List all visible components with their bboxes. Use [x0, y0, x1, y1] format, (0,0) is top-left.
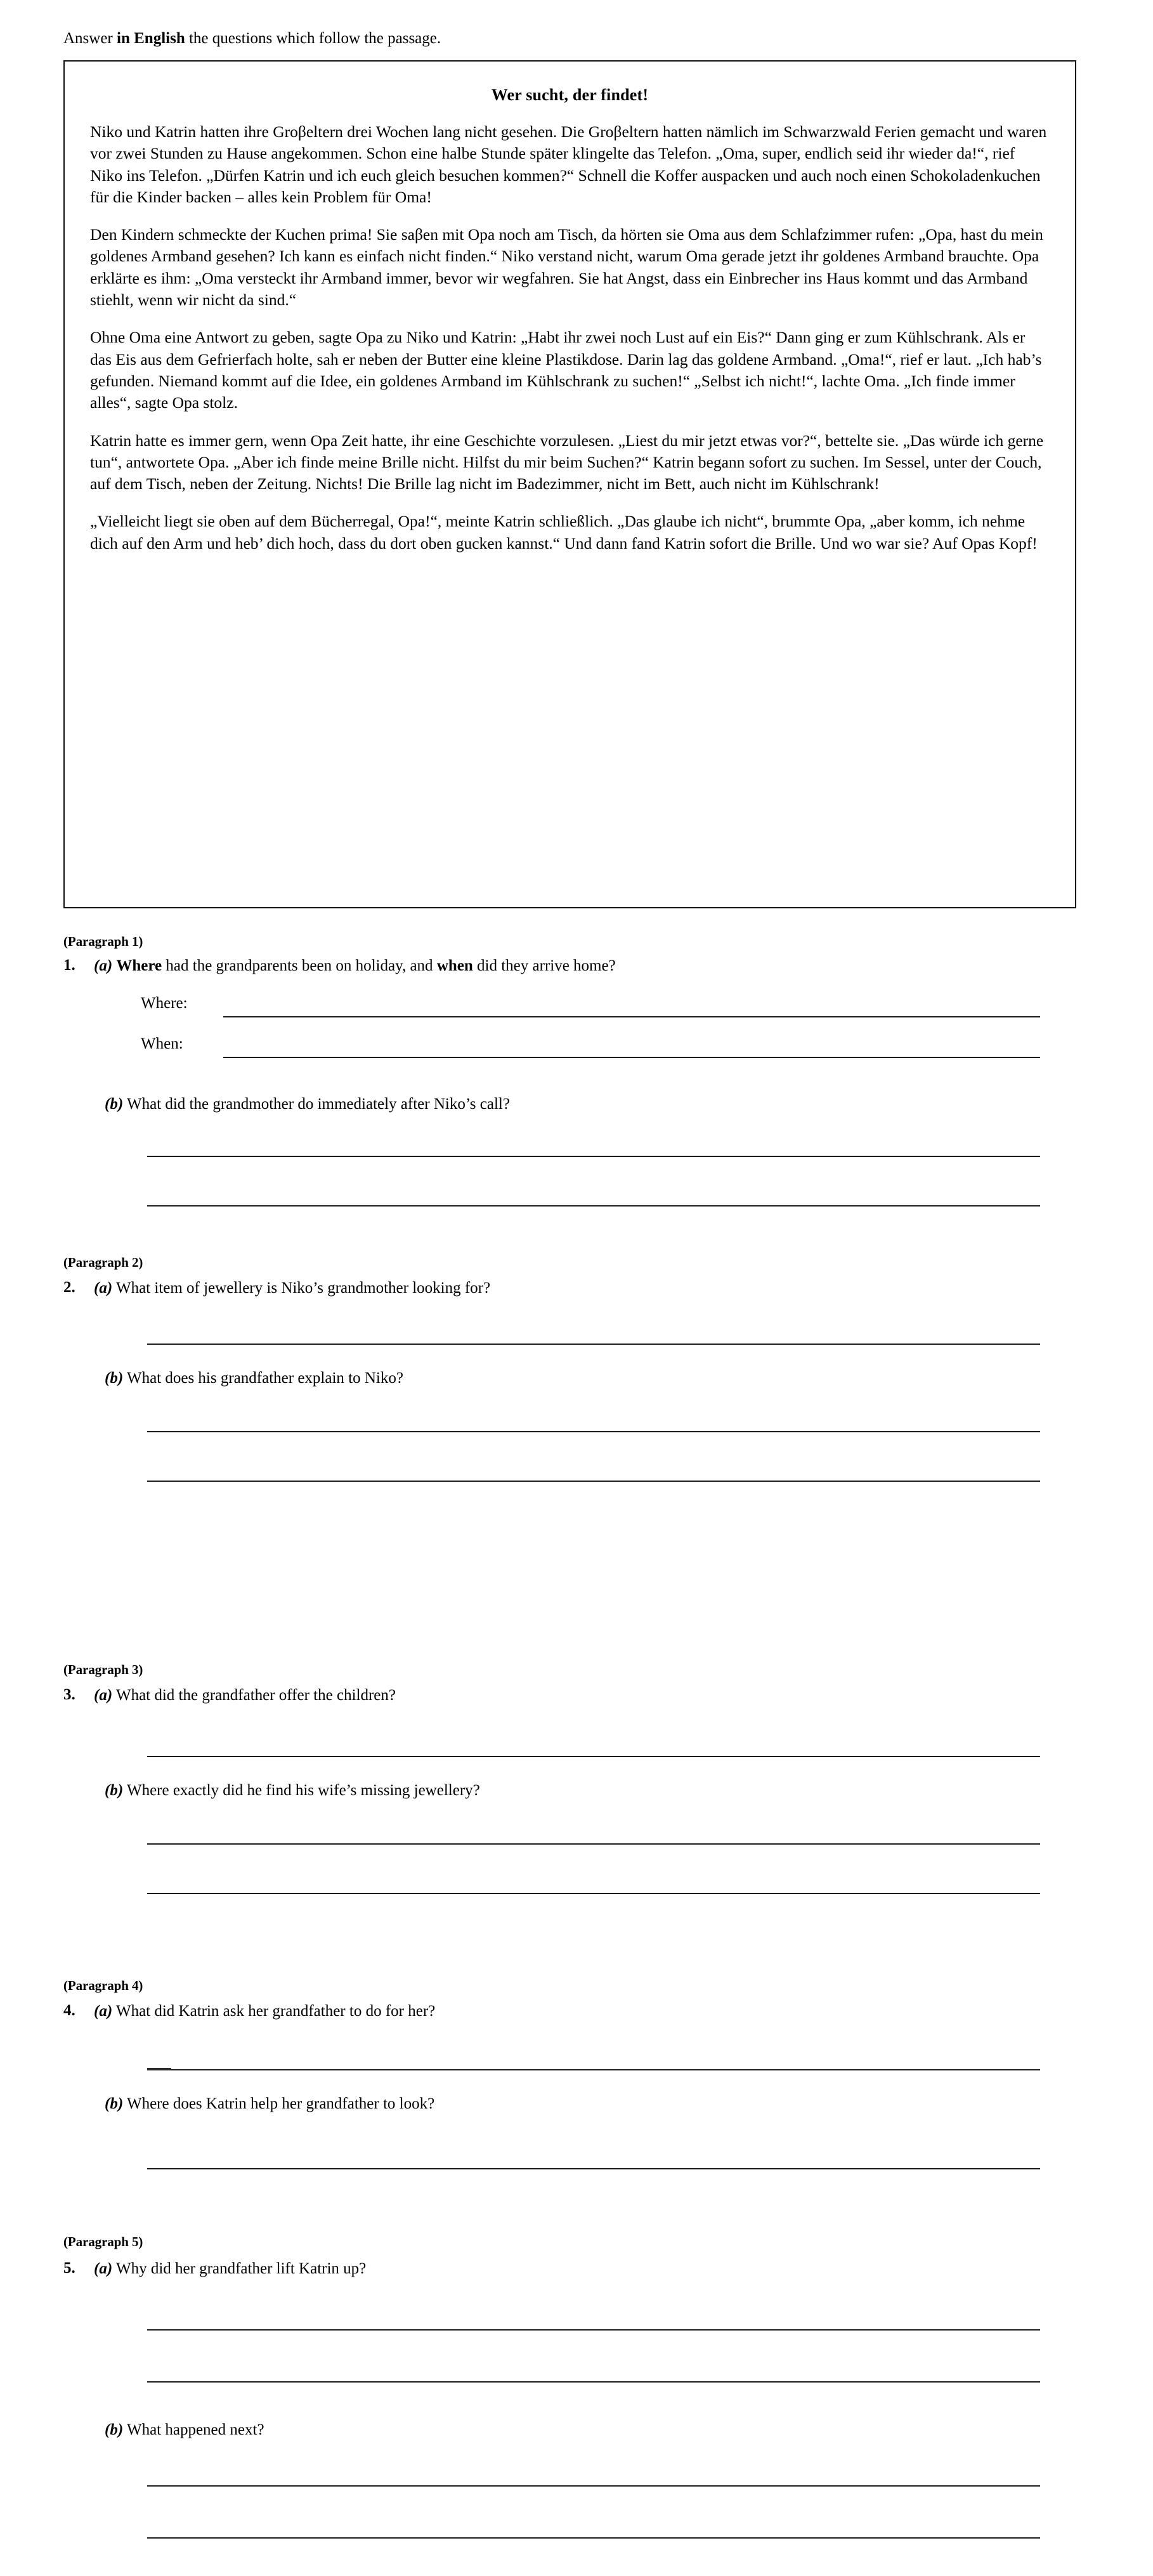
answer-line-1b-1[interactable] — [147, 1156, 1040, 1157]
question-4a-body: What did Katrin ask her grandfather to do for her? — [115, 2003, 436, 2020]
passage-title: Wer sucht, der findet! — [491, 86, 649, 104]
passage-paragraph-4: Katrin hatte es immer gern, wenn Opa Zeit hatte, ihr eine Geschichte vorzulesen. „Liest du mir jetzt etwas vor?“, bettelte sie. „Das würde ich gerne tun“, antwortete Opa. „Aber ich finde meine Brille nicht. Hilfst du mir beim Suchen?“ Katrin begann sofort zu suchen. Im Sessel, unter der Couch, auf dem Tisch, neben der Zeitung. Nichts! Die Brille lag nicht im Badezimmer, nicht im Bett, auch nicht im Kühlschrank! — [90, 431, 1044, 494]
question-2a-label: (a) — [94, 1279, 113, 1297]
question-number-3: 3. — [63, 1686, 75, 1703]
question-2b-label: (b) — [105, 1370, 124, 1387]
paragraph-tag-1: (Paragraph 1) — [63, 934, 143, 949]
paragraph-tag-4: (Paragraph 4) — [63, 1978, 143, 1993]
question-3a-body: What did the grandfather offer the children? — [115, 1687, 396, 1704]
instruction-prefix: Answer — [63, 30, 117, 47]
answer-line-1a-where[interactable] — [223, 1016, 1040, 1017]
answer-line-5a-2[interactable] — [147, 2381, 1040, 2383]
question-3b-label: (b) — [105, 1782, 124, 1799]
question-5b-label: (b) — [105, 2421, 124, 2438]
stray-ink-mark — [147, 2068, 171, 2070]
instruction-emphasis: in English — [117, 30, 185, 47]
question-5b-text — [105, 2421, 1043, 2440]
instruction-line — [63, 29, 1078, 48]
answer-line-3b-2[interactable] — [147, 1893, 1040, 1894]
answer-line-1a-when[interactable] — [223, 1057, 1040, 1058]
passage-paragraph-1: Niko und Katrin hatten ihre Groβeltern drei Wochen lang nicht gesehen. Die Groβeltern hatten nämlich im Schwarzwald Ferien gemacht und waren vor zwei Stunden zu Hause angekommen. Schon eine halbe Stunde später klingelte das Telefon. „Oma, super, endlich seid ihr wieder da!“, rief Niko ins Telefon. „Dürfen Katrin und ich euch gleich besuchen kommen?“ Schnell die Koffer auspacken und auch noch einen Schokoladenkuchen für die Kinder backen – alles kein Problem für Oma! — [90, 122, 1047, 206]
answer-line-2b-1[interactable] — [147, 1431, 1040, 1432]
question-1a-sublabel-when: When: — [141, 1035, 183, 1052]
question-2b-body: What does his grandfather explain to Niko? — [126, 1370, 403, 1387]
question-number-2: 2. — [63, 1279, 75, 1296]
question-2b-text — [105, 1369, 1043, 1388]
question-3a-label: (a) — [94, 1687, 113, 1704]
question-1a-sublabel-where: Where: — [141, 995, 188, 1012]
question-5a-text — [94, 2259, 1045, 2279]
question-5a-label: (a) — [94, 2260, 113, 2277]
question-3b-body: Where exactly did he find his wife’s missing jewellery? — [126, 1782, 480, 1799]
question-4a-label: (a) — [94, 2003, 113, 2020]
question-1b-body: What did the grandmother do immediately after Niko’s call? — [126, 1095, 510, 1113]
question-number-4: 4. — [63, 2002, 75, 2019]
answer-line-1b-2[interactable] — [147, 1205, 1040, 1206]
answer-line-5b-2[interactable] — [147, 2537, 1040, 2539]
answer-line-5a-1[interactable] — [147, 2329, 1040, 2331]
question-number-5: 5. — [63, 2259, 75, 2277]
passage-paragraph-2: Den Kindern schmeckte der Kuchen prima! Sie saβen mit Opa noch am Tisch, da hörten sie Oma aus dem Schlafzimmer rufen: „Opa, hast du mein goldenes Armband gesehen? Ich kann es einfach nicht finden.“ Niko verstand nicht, warum Oma gerade jetzt ihr goldenes Armband brauchte. Opa erklärte es ihm: „Oma versteckt ihr Armband immer, bevor wir wegfahren. Sie hat Angst, dass ein Einbrecher ins Haus kommt und das Armband stiehlt, wenn wir nicht da sind.“ — [90, 225, 1043, 310]
passage-box — [63, 60, 1076, 908]
question-1a-bold-when: when — [436, 957, 473, 974]
question-1b-label: (b) — [105, 1095, 124, 1113]
question-2a-body: What item of jewellery is Niko’s grandmother looking for? — [115, 1279, 491, 1297]
question-4b-text — [105, 2095, 1043, 2114]
answer-line-4a-1[interactable] — [147, 2069, 1040, 2070]
passage-paragraph-3: Ohne Oma eine Antwort zu geben, sagte Opa zu Niko und Katrin: „Habt ihr zwei noch Lust auf ein Eis?“ Dann ging er zum Kühlschrank. Als er das Eis aus dem Gefrierfach holte, sah er neben der Butter eine kleine Plastikdose. Darin lag das goldene Armband. „Oma!“, rief er laut. „Ich hab’s gefunden. Niemand kommt auf die Idee, ein goldenes Armband im Kühlschrank zu suchen!“ „Selbst ich nicht!“, lachte Oma. „Ich finde immer alles“, sagte Opa stolz. — [90, 328, 1042, 412]
answer-line-4b-1[interactable] — [147, 2168, 1040, 2169]
answer-line-3a-1[interactable] — [147, 1756, 1040, 1757]
instruction-suffix: the questions which follow the passage. — [185, 30, 441, 47]
question-4b-label: (b) — [105, 2095, 124, 2112]
passage-content — [65, 62, 1075, 567]
question-1b-text — [105, 1095, 1043, 1114]
question-1a-text — [94, 957, 1045, 976]
paragraph-tag-3: (Paragraph 3) — [63, 1662, 143, 1677]
question-3a-text — [94, 1686, 1045, 1705]
answer-line-2b-2[interactable] — [147, 1481, 1040, 1482]
passage-paragraph-5: „Vielleicht liegt sie oben auf dem Bücherregal, Opa!“, meinte Katrin schließlich. „Das glaube ich nicht“, brummte Opa, „aber komm, ich nehme dich auf den Arm und heb’ dich hoch, dass du dort oben gucken kannst.“ Und dann fand Katrin sofort die Brille. Und wo war sie? Auf Opas Kopf! — [90, 512, 1038, 552]
question-2a-text — [94, 1279, 1045, 1298]
question-4b-body: Where does Katrin help her grandfather to look? — [126, 2095, 435, 2112]
question-1a-label: (a) — [94, 957, 113, 974]
answer-line-2a-1[interactable] — [147, 1344, 1040, 1345]
question-5b-body: What happened next? — [126, 2421, 264, 2438]
question-1a-bold-where: Where — [116, 957, 162, 974]
paragraph-tag-5: (Paragraph 5) — [63, 2234, 143, 2249]
question-3b-text — [105, 1781, 1043, 1800]
question-number-1: 1. — [63, 957, 75, 974]
question-4a-text — [94, 2002, 1045, 2021]
question-5a-body: Why did her grandfather lift Katrin up? — [115, 2260, 367, 2277]
paragraph-tag-2: (Paragraph 2) — [63, 1255, 143, 1270]
question-1a-suffix: did they arrive home? — [472, 957, 616, 974]
answer-line-5b-1[interactable] — [147, 2485, 1040, 2487]
question-1a-mid: had the grandparents been on holiday, and — [162, 957, 437, 974]
answer-line-3b-1[interactable] — [147, 1843, 1040, 1845]
